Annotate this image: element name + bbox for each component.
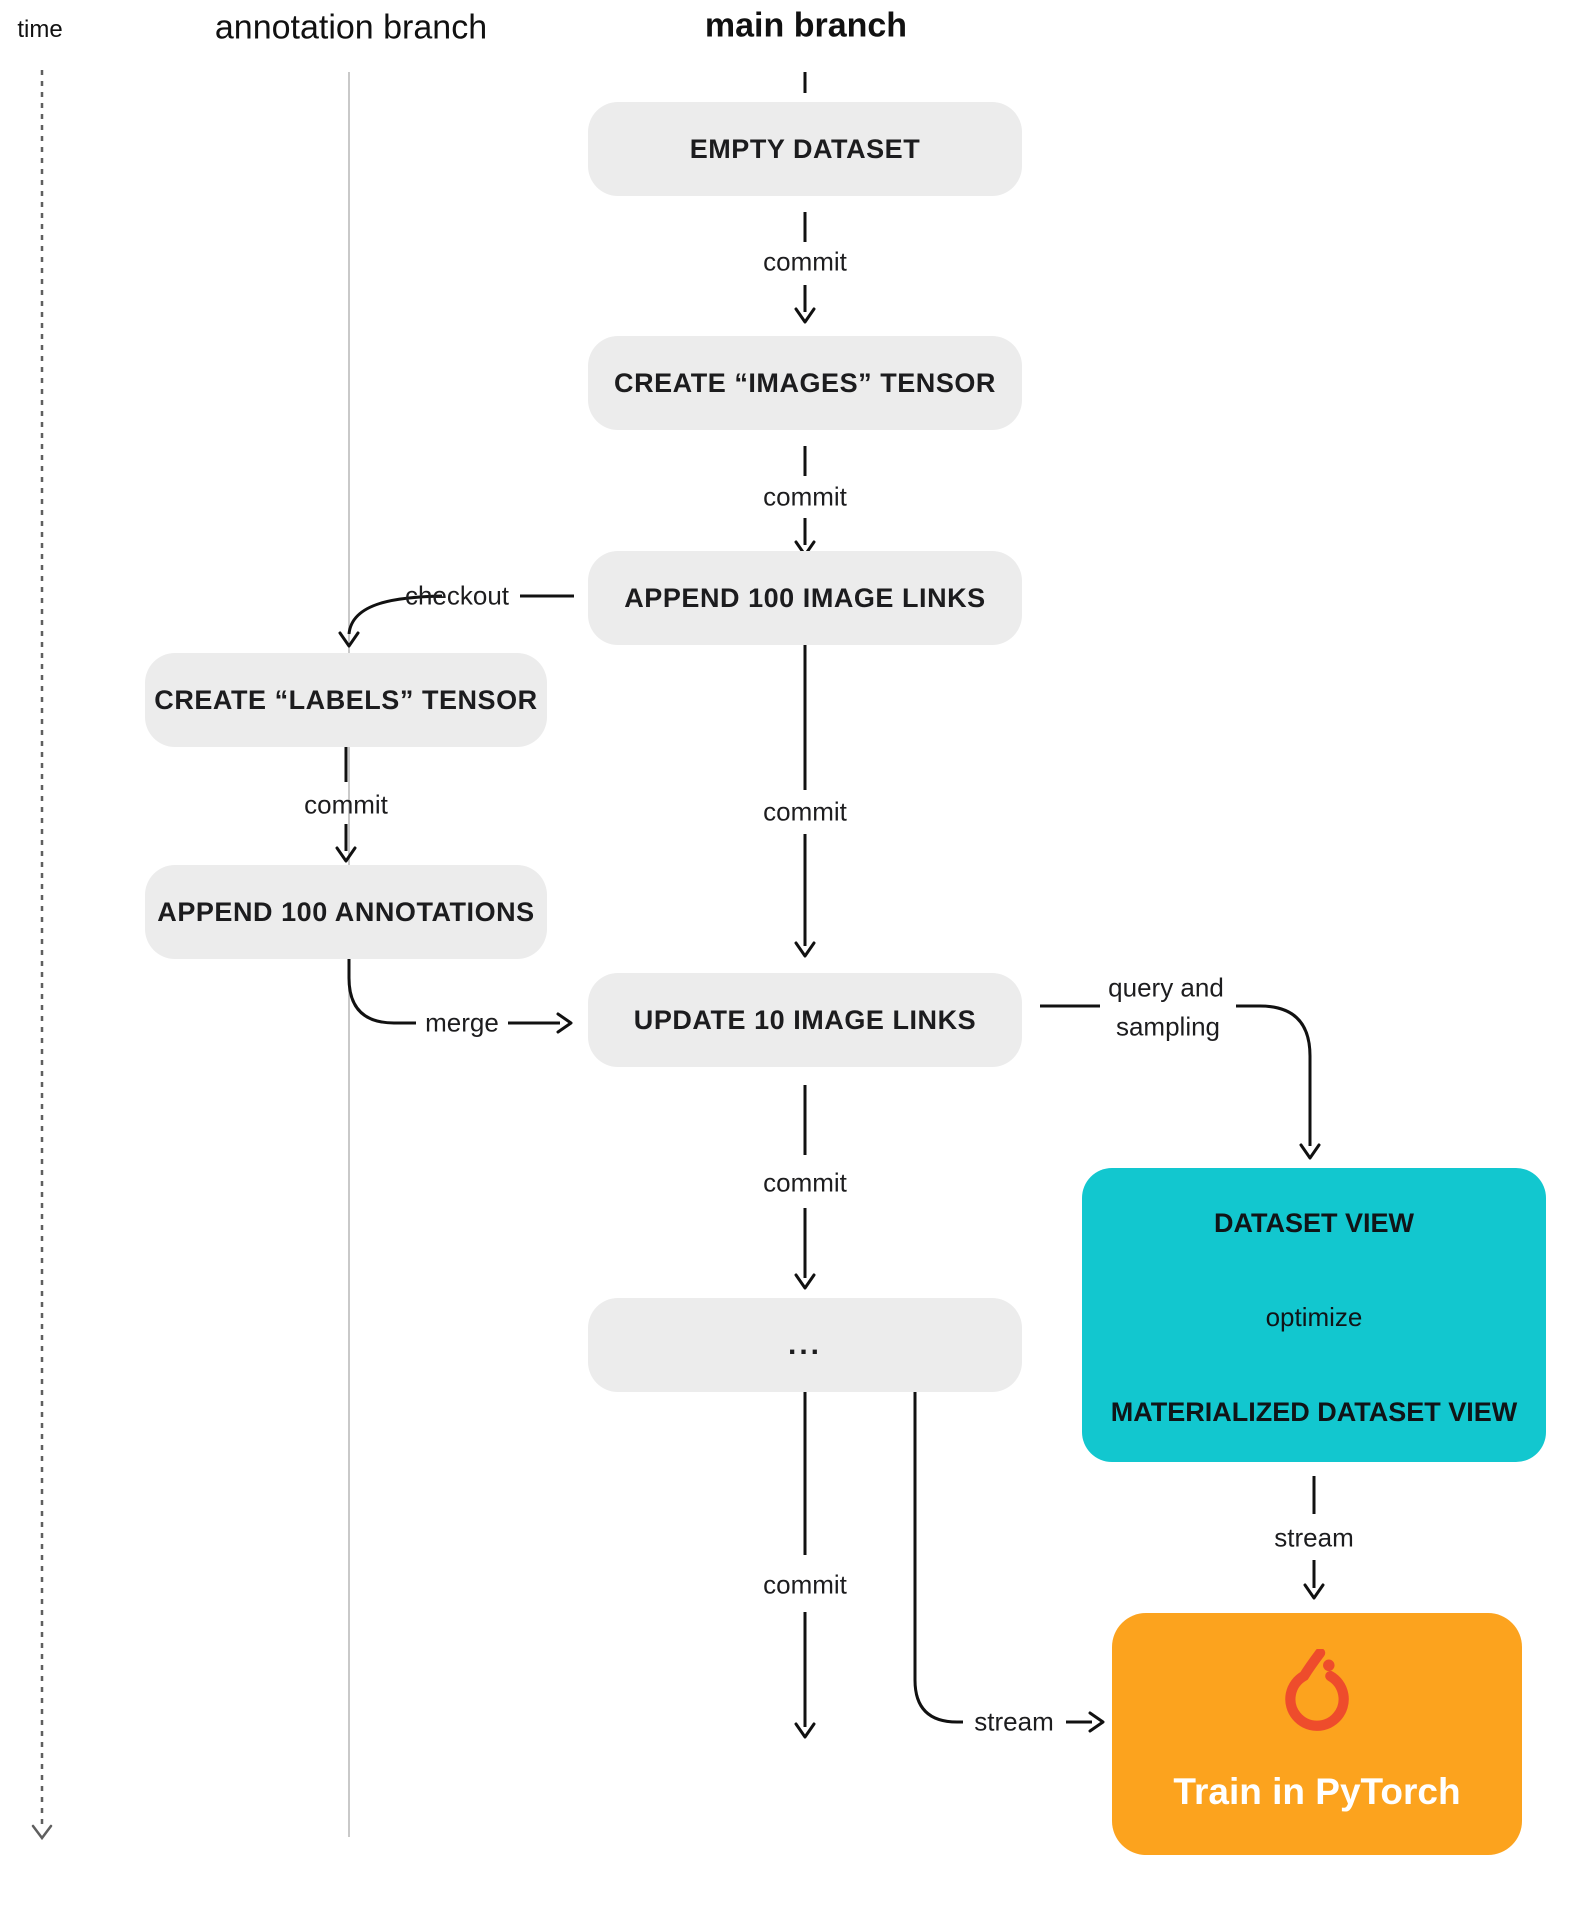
commit-label-2: commit <box>763 481 847 512</box>
merge-label: merge <box>425 1007 499 1038</box>
commit-label-5: commit <box>763 1569 847 1600</box>
dataset-view-box <box>1082 1168 1546 1462</box>
time-axis-label: time <box>17 16 63 43</box>
node-create-images-tensor: CREATE “IMAGES” TENSOR <box>588 336 1022 430</box>
stream-left-connector <box>915 1392 1103 1731</box>
pytorch-flame-icon <box>1276 1649 1358 1746</box>
materialized-dataset-view-title: MATERIALIZED DATASET VIEW <box>1110 1397 1518 1427</box>
commit-label-4: commit <box>763 1167 847 1198</box>
dataset-view-title: DATASET VIEW <box>1214 1208 1414 1238</box>
node-create-labels-tensor: CREATE “LABELS” TENSOR <box>145 653 547 747</box>
time-axis-line <box>33 70 51 1838</box>
commit-label-1: commit <box>763 246 847 277</box>
sampling-label: sampling <box>1115 1011 1221 1042</box>
checkout-label: checkout <box>404 580 510 611</box>
annotation-branch-header: annotation branch <box>214 8 488 47</box>
query-and-label: query and <box>1108 972 1224 1003</box>
stream-left-label: stream <box>974 1706 1054 1737</box>
stream-right-label: stream <box>1274 1522 1354 1553</box>
commit-connector-5 <box>796 1392 814 1737</box>
main-branch-header: main branch <box>704 6 908 45</box>
train-pytorch-label: Train in PyTorch <box>1173 1771 1461 1812</box>
commit-label-annotation: commit <box>304 789 388 820</box>
node-ellipsis: ... <box>588 1298 1022 1392</box>
node-append-100-annotations: APPEND 100 ANNOTATIONS <box>145 865 547 959</box>
train-pytorch-box <box>1112 1613 1522 1855</box>
node-empty-dataset: EMPTY DATASET <box>588 102 1022 196</box>
node-append-100-image-links: APPEND 100 IMAGE LINKS <box>588 551 1022 645</box>
node-update-10-image-links: UPDATE 10 IMAGE LINKS <box>588 973 1022 1067</box>
commit-label-3: commit <box>763 796 847 827</box>
optimize-label: optimize <box>1265 1302 1363 1332</box>
